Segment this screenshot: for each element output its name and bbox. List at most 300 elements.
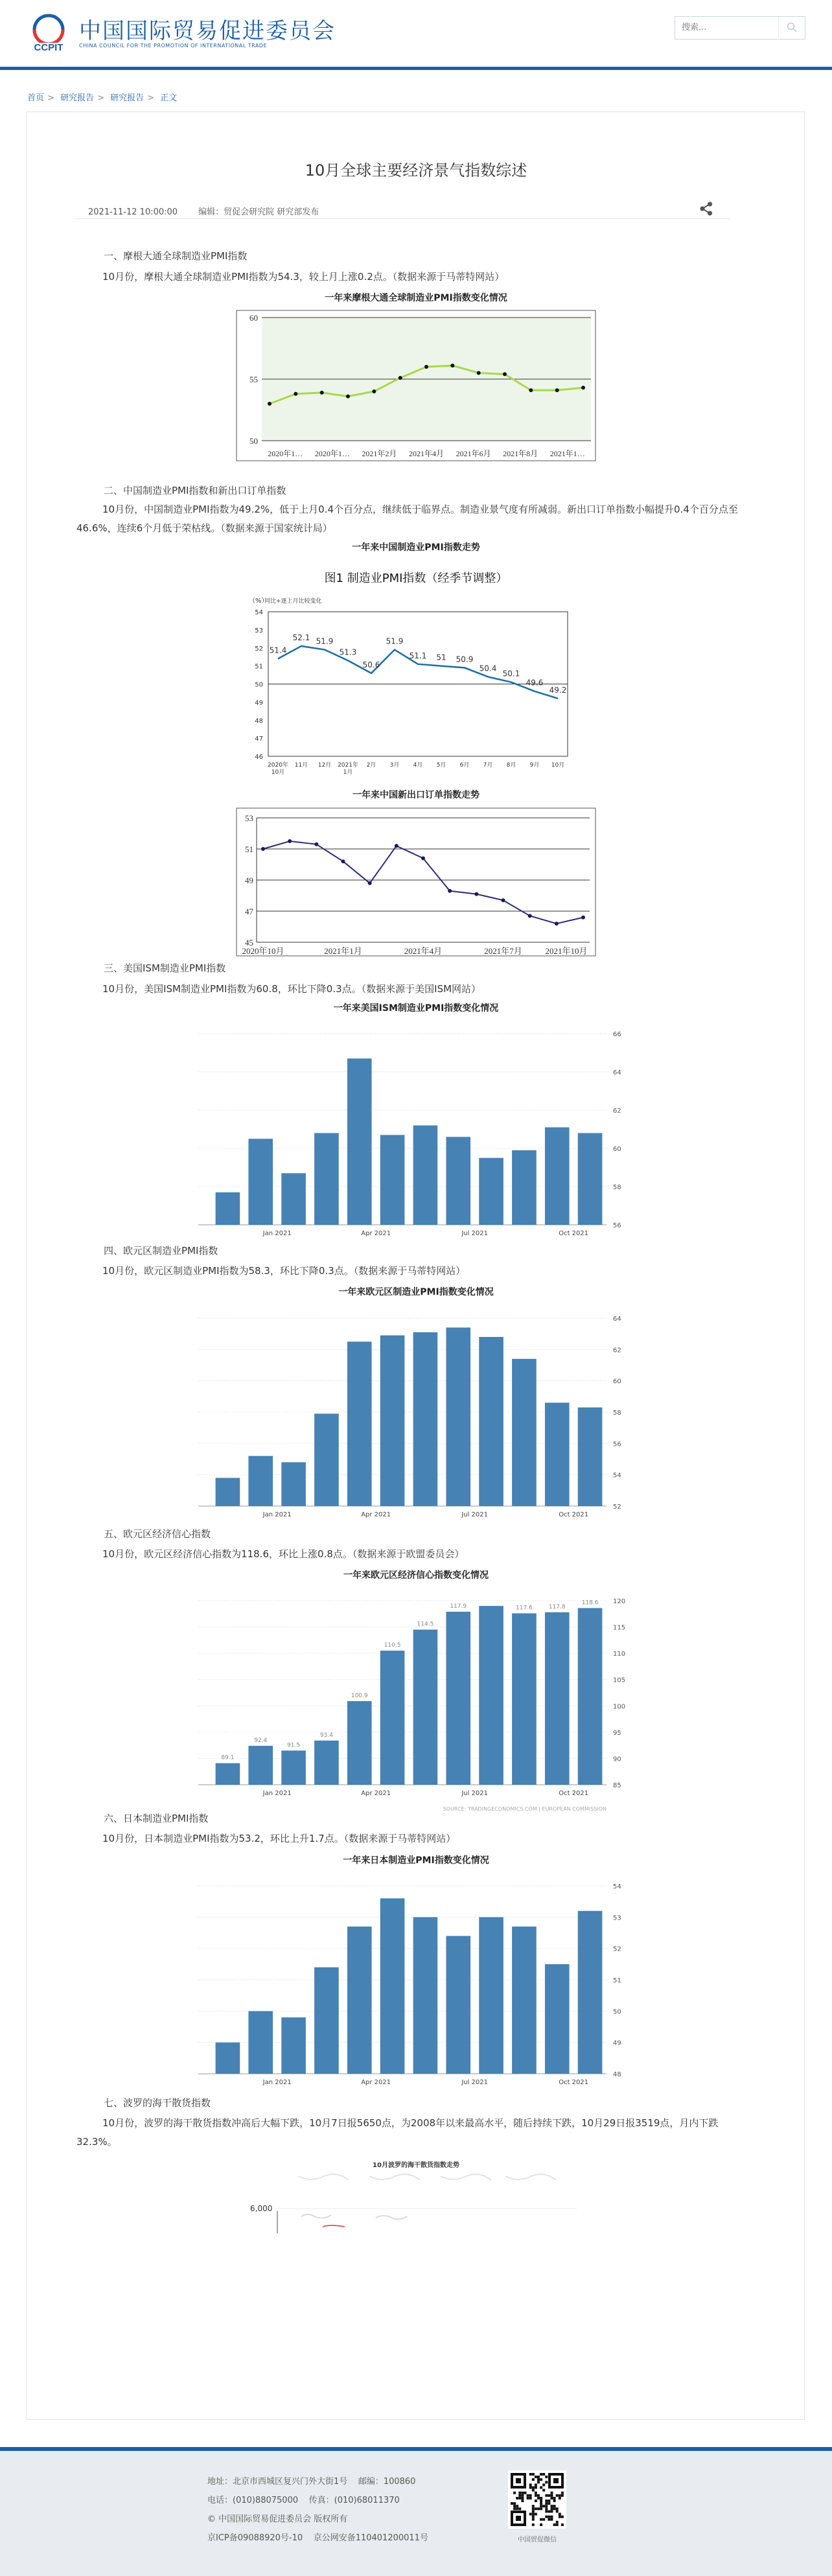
section-6-heading: 六、日本制造业PMI指数 [104, 1813, 209, 1824]
data-point [395, 844, 399, 848]
article-meta [88, 205, 319, 217]
y-tick-label: 120 [613, 1598, 626, 1605]
x-tick-label: 2021年10月 [545, 946, 588, 956]
qr-module [545, 2500, 548, 2502]
y-tick-label: 62 [613, 1108, 621, 1115]
y-tick-label: 64 [613, 1316, 621, 1323]
section-6-text: 10月份，日本制造业PMI指数为53.2，环比上升1.7点。（数据来源于马蒂特网站） [102, 1833, 456, 1844]
x-tick-label: 2021年2月 [362, 449, 397, 458]
qr-module [548, 2500, 550, 2502]
data-point [450, 364, 454, 367]
data-point [581, 916, 585, 920]
qr-module [551, 2510, 553, 2512]
qr-module [521, 2497, 524, 2500]
qr-module [529, 2497, 532, 2500]
qr-module [556, 2510, 559, 2512]
y-tick-label: 49 [245, 876, 253, 885]
breadcrumb-research-sub[interactable]: 研究报告 [110, 93, 144, 103]
y-tick-label: 49 [255, 699, 263, 707]
qr-module [551, 2494, 553, 2497]
euro-confidence-bar-chart [192, 1594, 632, 1812]
bar [578, 1133, 603, 1225]
qr-module [553, 2500, 556, 2502]
data-point [341, 859, 345, 863]
qr-module [561, 2524, 564, 2526]
bar [545, 1403, 570, 1507]
bar [578, 1408, 603, 1506]
china-pmi-line-chart [237, 565, 595, 785]
qr-module [556, 2494, 559, 2497]
bar [248, 1746, 273, 1785]
x-tick-label: Oct 2021 [559, 1230, 589, 1237]
data-label: 118.6 [581, 1599, 599, 1607]
y-tick-label: 50 [613, 2008, 621, 2016]
x-tick-label: Jan 2021 [262, 1790, 292, 1797]
bar [446, 1936, 470, 2074]
data-label: 117.6 [516, 1605, 533, 1612]
bar [248, 1456, 273, 1506]
qr-module [521, 2492, 524, 2494]
x-tick-label-line: 11月 [294, 762, 308, 769]
x-tick-label [437, 761, 446, 769]
faded-watermark [441, 2174, 491, 2180]
x-tick-label: Apr 2021 [361, 1230, 391, 1237]
bar [314, 1741, 339, 1785]
footer-address: 地址：北京市西城区复兴门外大街1号 [207, 2477, 348, 2487]
global-pmi-line-chart [236, 310, 596, 461]
bar [413, 1630, 438, 1785]
x-tick-label: Jan 2021 [262, 1230, 292, 1237]
data-label: 110.5 [384, 1642, 401, 1649]
bar [347, 1701, 372, 1785]
bar [248, 1139, 273, 1225]
qr-module [529, 2483, 532, 2486]
qr-module [559, 2516, 561, 2518]
data-point [529, 388, 533, 392]
qr-module [535, 2500, 537, 2502]
qr-module [545, 2510, 548, 2512]
bar [446, 1137, 470, 1225]
bar [347, 1927, 372, 2074]
bar [380, 1336, 405, 1506]
bar [446, 1328, 470, 1507]
y-tick-label: 115 [613, 1624, 626, 1632]
x-tick-label: 2021年7月 [484, 946, 522, 956]
qr-module [551, 2492, 553, 2494]
x-tick-label [530, 761, 540, 769]
data-point [528, 914, 532, 918]
qr-module [532, 2516, 535, 2518]
x-tick-label: Jul 2021 [461, 1790, 489, 1797]
data-label: 50.4 [479, 664, 497, 673]
x-tick-label [507, 761, 516, 769]
x-tick-label: 2021年1月 [324, 946, 362, 956]
y-tick-label: 60 [613, 1378, 621, 1386]
breadcrumb: 首页 > 研究报告 > 研究报告 > 正文 [27, 93, 178, 103]
data-label: 51.1 [409, 651, 427, 660]
data-point [477, 371, 481, 375]
section-3-heading: 三、美国ISM制造业PMI指数 [104, 962, 226, 974]
y-tick-label: 60 [249, 313, 258, 323]
qr-module [537, 2476, 540, 2478]
china-export-orders-line-chart [236, 807, 596, 957]
logo-abbr: CCPIT [34, 42, 64, 53]
data-point [448, 889, 452, 893]
section-3-chart-title: 一年来美国ISM制造业PMI指数变化情况 [333, 1003, 499, 1014]
x-tick-label-line: 2月 [366, 762, 376, 769]
section-4-heading: 四、欧元区制造业PMI指数 [104, 1245, 218, 1257]
y-tick-label: 51 [613, 1977, 621, 1984]
qr-caption: 中国贸促微信 [518, 2536, 557, 2544]
section-4-text: 10月份，欧元区制造业PMI指数为58.3，环比下降0.3点。（数据来源于马蒂特网站） [102, 1265, 466, 1277]
footer-icp-line [207, 2531, 428, 2543]
baltic-dry-index-chart [246, 2157, 586, 2234]
x-tick-label-line: 1月 [343, 769, 353, 776]
qr-module [545, 2507, 548, 2510]
data-point [555, 922, 559, 925]
qr-module [529, 2487, 532, 2489]
qr-module [548, 2502, 550, 2505]
data-point [421, 856, 425, 860]
x-tick-label [390, 761, 400, 769]
data-label: 50.6 [362, 660, 380, 669]
qr-module [518, 2492, 521, 2494]
data-point [294, 392, 297, 396]
qr-module [545, 2516, 548, 2518]
figure-title: 图1 制造业PMI指数（经季节调整） [324, 572, 508, 585]
data-point [399, 376, 402, 380]
y-tick-label: 6,000 [250, 2204, 273, 2213]
qr-module [548, 2510, 550, 2512]
x-tick-label-line: 5月 [436, 762, 446, 769]
qr-module [559, 2494, 561, 2497]
qr-finder-core [516, 2516, 521, 2521]
qr-module [551, 2516, 553, 2518]
x-tick-label: Apr 2021 [361, 1511, 391, 1518]
qr-module [551, 2507, 553, 2510]
section-2-heading: 二、中国制造业PMI指数和新出口订单指数 [104, 485, 286, 496]
chart-title: 10月波罗的海干散货指数走势 [373, 2162, 459, 2169]
qr-module [540, 2524, 542, 2526]
qr-module [529, 2473, 532, 2476]
y-tick-label: 52 [613, 1503, 621, 1511]
qr-module [516, 2505, 518, 2507]
bar [281, 1173, 306, 1225]
bar [512, 1359, 537, 1506]
y-tick-label: 85 [613, 1782, 621, 1789]
x-tick-label [295, 761, 308, 769]
qr-module [548, 2516, 550, 2518]
qr-module [561, 2492, 564, 2494]
y-tick-label: 53 [255, 627, 263, 634]
qr-module [548, 2518, 550, 2521]
footer-phone: 电话：(010)88075000 [207, 2496, 299, 2505]
footer-copyright: © 中国国际贸易促进委员会 版权所有 [207, 2514, 348, 2524]
breadcrumb-research[interactable]: 研究报告 [60, 93, 95, 103]
data-point [372, 389, 376, 393]
source-note: SOURCE: TRADINGECONOMICS.COM | EUROPEAN COMMISSION [443, 1806, 607, 1812]
faded-watermark [298, 2174, 349, 2180]
data-label: 51.9 [316, 636, 334, 646]
qr-module [542, 2483, 545, 2486]
qr-module [540, 2497, 542, 2500]
y-tick-label: 56 [613, 1441, 621, 1448]
data-point [424, 365, 428, 369]
legend-label: 同比+逐上月比较变化 [264, 598, 322, 605]
bar [216, 1478, 240, 1507]
footer-address-line [207, 2474, 415, 2487]
qr-module [521, 2500, 524, 2502]
y-tick-label: 46 [255, 754, 263, 761]
qr-module [535, 2507, 537, 2510]
bar [281, 1750, 306, 1785]
bar [446, 1612, 470, 1785]
data-point [288, 839, 292, 843]
data-label: 49.2 [549, 685, 567, 695]
faded-watermark [369, 2174, 420, 2180]
section-5-text: 10月份，欧元区经济信心指数为118.6，环比上涨0.8点。（数据来源于欧盟委员会） [102, 1548, 465, 1560]
bar [216, 1192, 240, 1225]
y-tick-label: 45 [245, 938, 253, 947]
qr-module [542, 2505, 545, 2507]
qr-module [553, 2497, 556, 2500]
x-tick-label [268, 761, 288, 776]
qr-module [529, 2494, 532, 2497]
qr-module [535, 2494, 537, 2497]
section-2-chart-title: 一年来中国制造业PMI指数走势 [352, 542, 480, 553]
breadcrumb-home[interactable]: 首页 [27, 93, 45, 103]
qr-module [532, 2478, 535, 2481]
bar [314, 1413, 339, 1506]
y-tick-label: 52 [613, 1945, 621, 1953]
data-point [581, 386, 585, 389]
y-tick-label: 49 [613, 2039, 621, 2047]
data-label: 50.9 [456, 655, 474, 664]
x-tick-label: Oct 2021 [559, 2079, 589, 2086]
section-1-text: 10月份，摩根大通全球制造业PMI指数为54.3，较上月上涨0.2点。（数据来源于马蒂特网站） [102, 271, 505, 283]
y-tick-label: 52 [255, 645, 263, 653]
x-tick-label: Oct 2021 [559, 1511, 589, 1518]
bar [512, 1150, 537, 1225]
footer-contact-line [207, 2493, 400, 2505]
qr-module [548, 2494, 550, 2497]
y-tick-label: 50 [249, 436, 258, 446]
y-tick-label: 90 [613, 1756, 621, 1763]
data-label: 51.9 [386, 636, 404, 646]
qr-module [545, 2502, 548, 2505]
x-tick-label [413, 761, 423, 769]
data-label: 51 [436, 653, 446, 662]
x-tick-label: 2020年10月 [242, 946, 284, 956]
x-tick-label: Jul 2021 [461, 1230, 489, 1237]
data-label: 51.4 [269, 645, 287, 655]
section-2-text: 10月份，中国制造业PMI指数为49.2%，低于上月0.4个百分点，继续低于临界点。制造业景气度有所减弱。新出口订单指数小幅提升0.4个百分点至46.6%，连续6个月低于荣枯线。（数据来源于国家统计局） [76, 504, 738, 534]
qr-module [559, 2497, 561, 2500]
y-tick-label: 54 [613, 1472, 621, 1479]
qr-module [553, 2505, 556, 2507]
qr-module [553, 2507, 556, 2510]
x-tick-label: 2021年1… [549, 449, 585, 458]
bar [380, 1135, 405, 1225]
bar [479, 1917, 503, 2074]
qr-module [532, 2510, 535, 2512]
site-header [0, 0, 832, 70]
y-tick-label: 62 [613, 1347, 621, 1354]
section-7-heading: 七、波罗的海干散货指数 [104, 2097, 211, 2109]
qr-module [535, 2483, 537, 2486]
qr-module [540, 2518, 542, 2521]
qr-module [532, 2505, 535, 2507]
y-tick-label: 48 [255, 717, 263, 725]
bar [347, 1058, 372, 1225]
bar [545, 1612, 570, 1785]
data-point [320, 391, 324, 395]
bar [248, 2011, 273, 2074]
qr-module [532, 2507, 535, 2510]
qr-module [535, 2513, 537, 2516]
bar [512, 1613, 537, 1785]
data-label: 93.4 [319, 1732, 333, 1739]
qr-module [540, 2473, 542, 2476]
footer-police[interactable]: 京公网安备110401200011号 [313, 2533, 428, 2543]
x-tick-label [460, 761, 470, 769]
y-tick-label: 53 [613, 1914, 621, 1922]
bar [479, 1337, 503, 1506]
y-tick-label: 64 [613, 1069, 621, 1076]
bar [578, 1911, 603, 2074]
x-tick-label: Apr 2021 [361, 2079, 391, 2086]
x-tick-label: 2021年4月 [404, 946, 443, 956]
qr-module [540, 2507, 542, 2510]
section-1-chart-title: 一年来摩根大通全球制造业PMI指数变化情况 [325, 293, 507, 303]
bar [545, 1128, 570, 1225]
data-label: 51.3 [339, 647, 357, 657]
x-tick-label: Oct 2021 [559, 1790, 589, 1797]
y-tick-label: 95 [613, 1729, 621, 1737]
section-1-heading: 一、摩根大通全球制造业PMI指数 [104, 250, 248, 262]
qr-module [537, 2494, 540, 2497]
bar [479, 1158, 503, 1225]
x-tick-label: Jul 2021 [461, 1511, 489, 1518]
section-3-text: 10月份，美国ISM制造业PMI指数为60.8，环比下降0.3点。（数据来源于美国ISM网站） [102, 983, 481, 995]
y-tick-label: 48 [613, 2071, 621, 2078]
section-5-heading: 五、欧元区经济信心指数 [104, 1528, 211, 1540]
qr-module [556, 2524, 559, 2526]
data-point [503, 372, 507, 376]
qr-module [542, 2518, 545, 2521]
data-point [502, 898, 505, 902]
qr-module [556, 2521, 559, 2524]
logo-english-name: CHINA COUNCIL FOR THE PROMOTION OF INTERNATIONAL TRADE [79, 43, 268, 49]
qr-module [537, 2497, 540, 2500]
breadcrumb-current: 正文 [160, 93, 178, 103]
qr-module [545, 2505, 548, 2507]
bar [216, 2043, 240, 2074]
qr-module [551, 2497, 553, 2500]
qr-module [535, 2476, 537, 2478]
y-tick-label: 55 [249, 375, 258, 384]
data-point [261, 847, 265, 851]
qr-module [513, 2492, 516, 2494]
qr-module [537, 2507, 540, 2510]
data-point [314, 842, 318, 846]
site-footer [0, 2447, 832, 2576]
qr-module [527, 2497, 529, 2500]
qr-module [532, 2518, 535, 2521]
bar [216, 1763, 240, 1785]
x-tick-label-line: 4月 [413, 762, 423, 769]
qr-module [524, 2492, 527, 2494]
qr-module [527, 2494, 529, 2497]
data-point [474, 892, 478, 896]
section-5-chart-title: 一年来欧元区经济信心指数变化情况 [343, 1570, 489, 1581]
meta-divider [75, 218, 730, 219]
faded-watermark [505, 2174, 556, 2180]
bar [413, 1917, 438, 2074]
ccpit-logo-icon[interactable] [26, 13, 71, 53]
bar [314, 1133, 339, 1225]
data-label: 52.1 [292, 632, 310, 642]
y-tick-label: 56 [613, 1222, 621, 1229]
qr-finder-core [553, 2478, 559, 2483]
bar [413, 1332, 438, 1506]
bar [281, 1462, 306, 1506]
article-date: 2021-11-12 10:00:00 [88, 207, 178, 217]
qr-module [540, 2487, 542, 2489]
qr-module [518, 2507, 521, 2510]
qr-module [532, 2524, 535, 2526]
qr-module [553, 2524, 556, 2526]
data-label: 114.5 [417, 1621, 434, 1628]
qr-module [545, 2476, 548, 2478]
qr-module [556, 2507, 559, 2510]
y-tick-label: 66 [613, 1031, 621, 1038]
bar [578, 1608, 603, 1785]
x-tick-label-line: 10月 [551, 762, 565, 769]
y-tick-label: 51 [245, 844, 253, 854]
share-icon[interactable] [698, 200, 715, 217]
footer-icp[interactable]: 京ICP备09088920号-10 [207, 2533, 303, 2543]
x-tick-label [551, 761, 564, 769]
qr-module [518, 2497, 521, 2500]
qr-module [542, 2473, 545, 2476]
x-tick-label-line: 10月 [271, 769, 285, 776]
section-2-chart-title-2: 一年来中国新出口订单指数走势 [352, 790, 480, 800]
data-label: 89.1 [221, 1754, 235, 1761]
logo-chinese-name[interactable]: 中国国际贸易促进委员会 [79, 18, 336, 44]
qr-module [537, 2478, 540, 2481]
x-tick-label: Jan 2021 [262, 1511, 292, 1518]
data-label: 92.4 [254, 1737, 268, 1744]
y-tick-label: 53 [245, 813, 253, 823]
japan-pmi-bar-chart [192, 1879, 632, 2091]
footer-postcode: 邮编：100860 [358, 2477, 416, 2487]
x-tick-label: 2021年8月 [503, 449, 538, 458]
bar [314, 1967, 339, 2074]
search-input[interactable] [675, 17, 776, 38]
bar [347, 1341, 372, 1506]
qr-module [545, 2481, 548, 2483]
bar [380, 1651, 405, 1785]
qr-module [551, 2505, 553, 2507]
wechat-qr-code [508, 2470, 566, 2529]
search-box [675, 16, 805, 40]
section-4-chart-title: 一年来欧元区制造业PMI指数变化情况 [338, 1287, 494, 1297]
search-button[interactable] [778, 17, 805, 38]
bar [512, 1927, 537, 2074]
x-tick-label [318, 761, 331, 769]
us-ism-bar-chart [192, 1027, 632, 1238]
